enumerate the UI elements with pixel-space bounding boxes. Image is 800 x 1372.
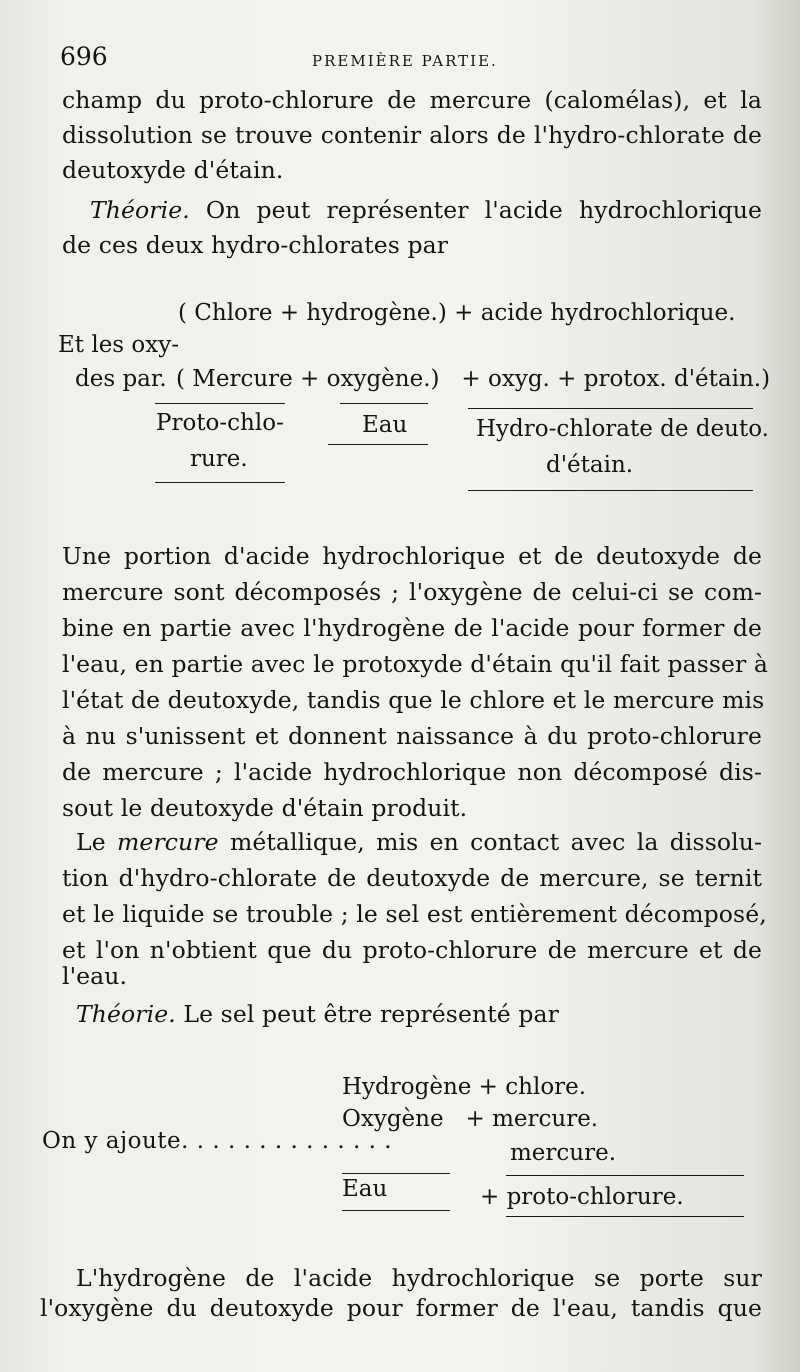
theorie-text: Le sel peut être représenté par — [183, 1000, 559, 1028]
text-line: et le liquide se trouble ; le sel est entièrement décomposé, — [62, 900, 767, 928]
formula-rule — [342, 1173, 450, 1174]
formula-rule — [155, 403, 285, 404]
formula-result: Eau — [342, 1176, 388, 1202]
theorie-text: On peut représenter l'acide hydrochlorique — [205, 196, 762, 224]
text-line: et l'on n'obtient que du proto-chlorure de mercure et de — [62, 936, 762, 964]
text-line: dissolution se trouve contenir alors de l'hydro-chlorate de — [62, 121, 762, 149]
formula-result: d'étain. — [546, 452, 634, 478]
text-line — [90, 196, 762, 224]
formula-row: mercure. — [510, 1140, 617, 1166]
text-line: de ces deux hydro-chlorates par — [62, 231, 449, 259]
text-line: sout le deutoxyde d'étain produit. — [62, 794, 468, 822]
formula-rule — [506, 1175, 744, 1176]
text-line: l'état de deutoxyde, tandis que le chlore et le mercure mis — [62, 686, 765, 714]
text-line: tion d'hydro-chlorate de deutoxyde de mercure, se ternit — [62, 864, 762, 892]
formula-result: Proto-chlo- — [156, 410, 284, 436]
formula-row: On y ajoute. . . . . . . . . . . . . . — [42, 1128, 393, 1154]
text-line: deutoxyde d'étain. — [62, 156, 284, 184]
formula-rule — [342, 1210, 450, 1211]
text-line: champ du proto-chlorure de mercure (calomélas), et la — [62, 86, 762, 114]
formula-rule — [340, 403, 428, 404]
text-line: l'oxygène du deutoxyde pour former de l'eau, tandis que — [40, 1294, 762, 1322]
formula-row: Hydrogène + chlore. — [342, 1074, 587, 1100]
text-line: L'hydrogène de l'acide hydrochlorique se porte sur — [76, 1264, 762, 1292]
formula-row: ( Mercure + oxygène.) + oxyg. + protox. d'étain.) — [176, 366, 771, 392]
text-line: Le mercure métallique, mis en contact avec la dissolu- — [76, 828, 762, 856]
formula-rule — [468, 490, 753, 491]
text-line — [76, 1000, 762, 1028]
text-line: Une portion d'acide hydrochlorique et de deutoxyde de — [62, 542, 762, 570]
text-line: l'eau. — [62, 962, 128, 990]
running-title: PREMIÈRE PARTIE. — [312, 52, 498, 70]
page-number: 696 — [60, 42, 108, 71]
formula-rule — [506, 1216, 744, 1217]
theorie-label: Théorie. — [90, 196, 190, 224]
text-line: mercure sont décomposés ; l'oxygène de celui-ci se com- — [62, 578, 762, 606]
text-line: à nu s'unissent et donnent naissance à du proto-chlorure — [62, 722, 762, 750]
formula-rule — [155, 482, 285, 483]
formula-rule — [328, 444, 428, 445]
formula-prefix: Et les oxy- — [58, 332, 180, 358]
formula-result: rure. — [190, 446, 248, 472]
text-line: bine en partie avec l'hydrogène de l'acide pour former de — [62, 614, 762, 642]
formula-prefix: des par. — [75, 366, 167, 392]
formula-row: Oxygène + mercure. — [342, 1106, 599, 1132]
formula-row: ( Chlore + hydrogène.) + acide hydrochlorique. — [178, 300, 736, 326]
theorie-label: Théorie. — [76, 1000, 176, 1028]
italic-term: mercure — [117, 828, 219, 856]
formula-rule — [468, 408, 753, 409]
formula-result: + proto-chlorure. — [480, 1184, 684, 1210]
text-line: l'eau, en partie avec le protoxyde d'étain qu'il fait passer à — [62, 650, 769, 678]
text-line: de mercure ; l'acide hydrochlorique non décomposé dis- — [62, 758, 762, 786]
formula-result: Hydro-chlorate de deuto. — [476, 416, 769, 442]
formula-result: Eau — [362, 412, 408, 438]
